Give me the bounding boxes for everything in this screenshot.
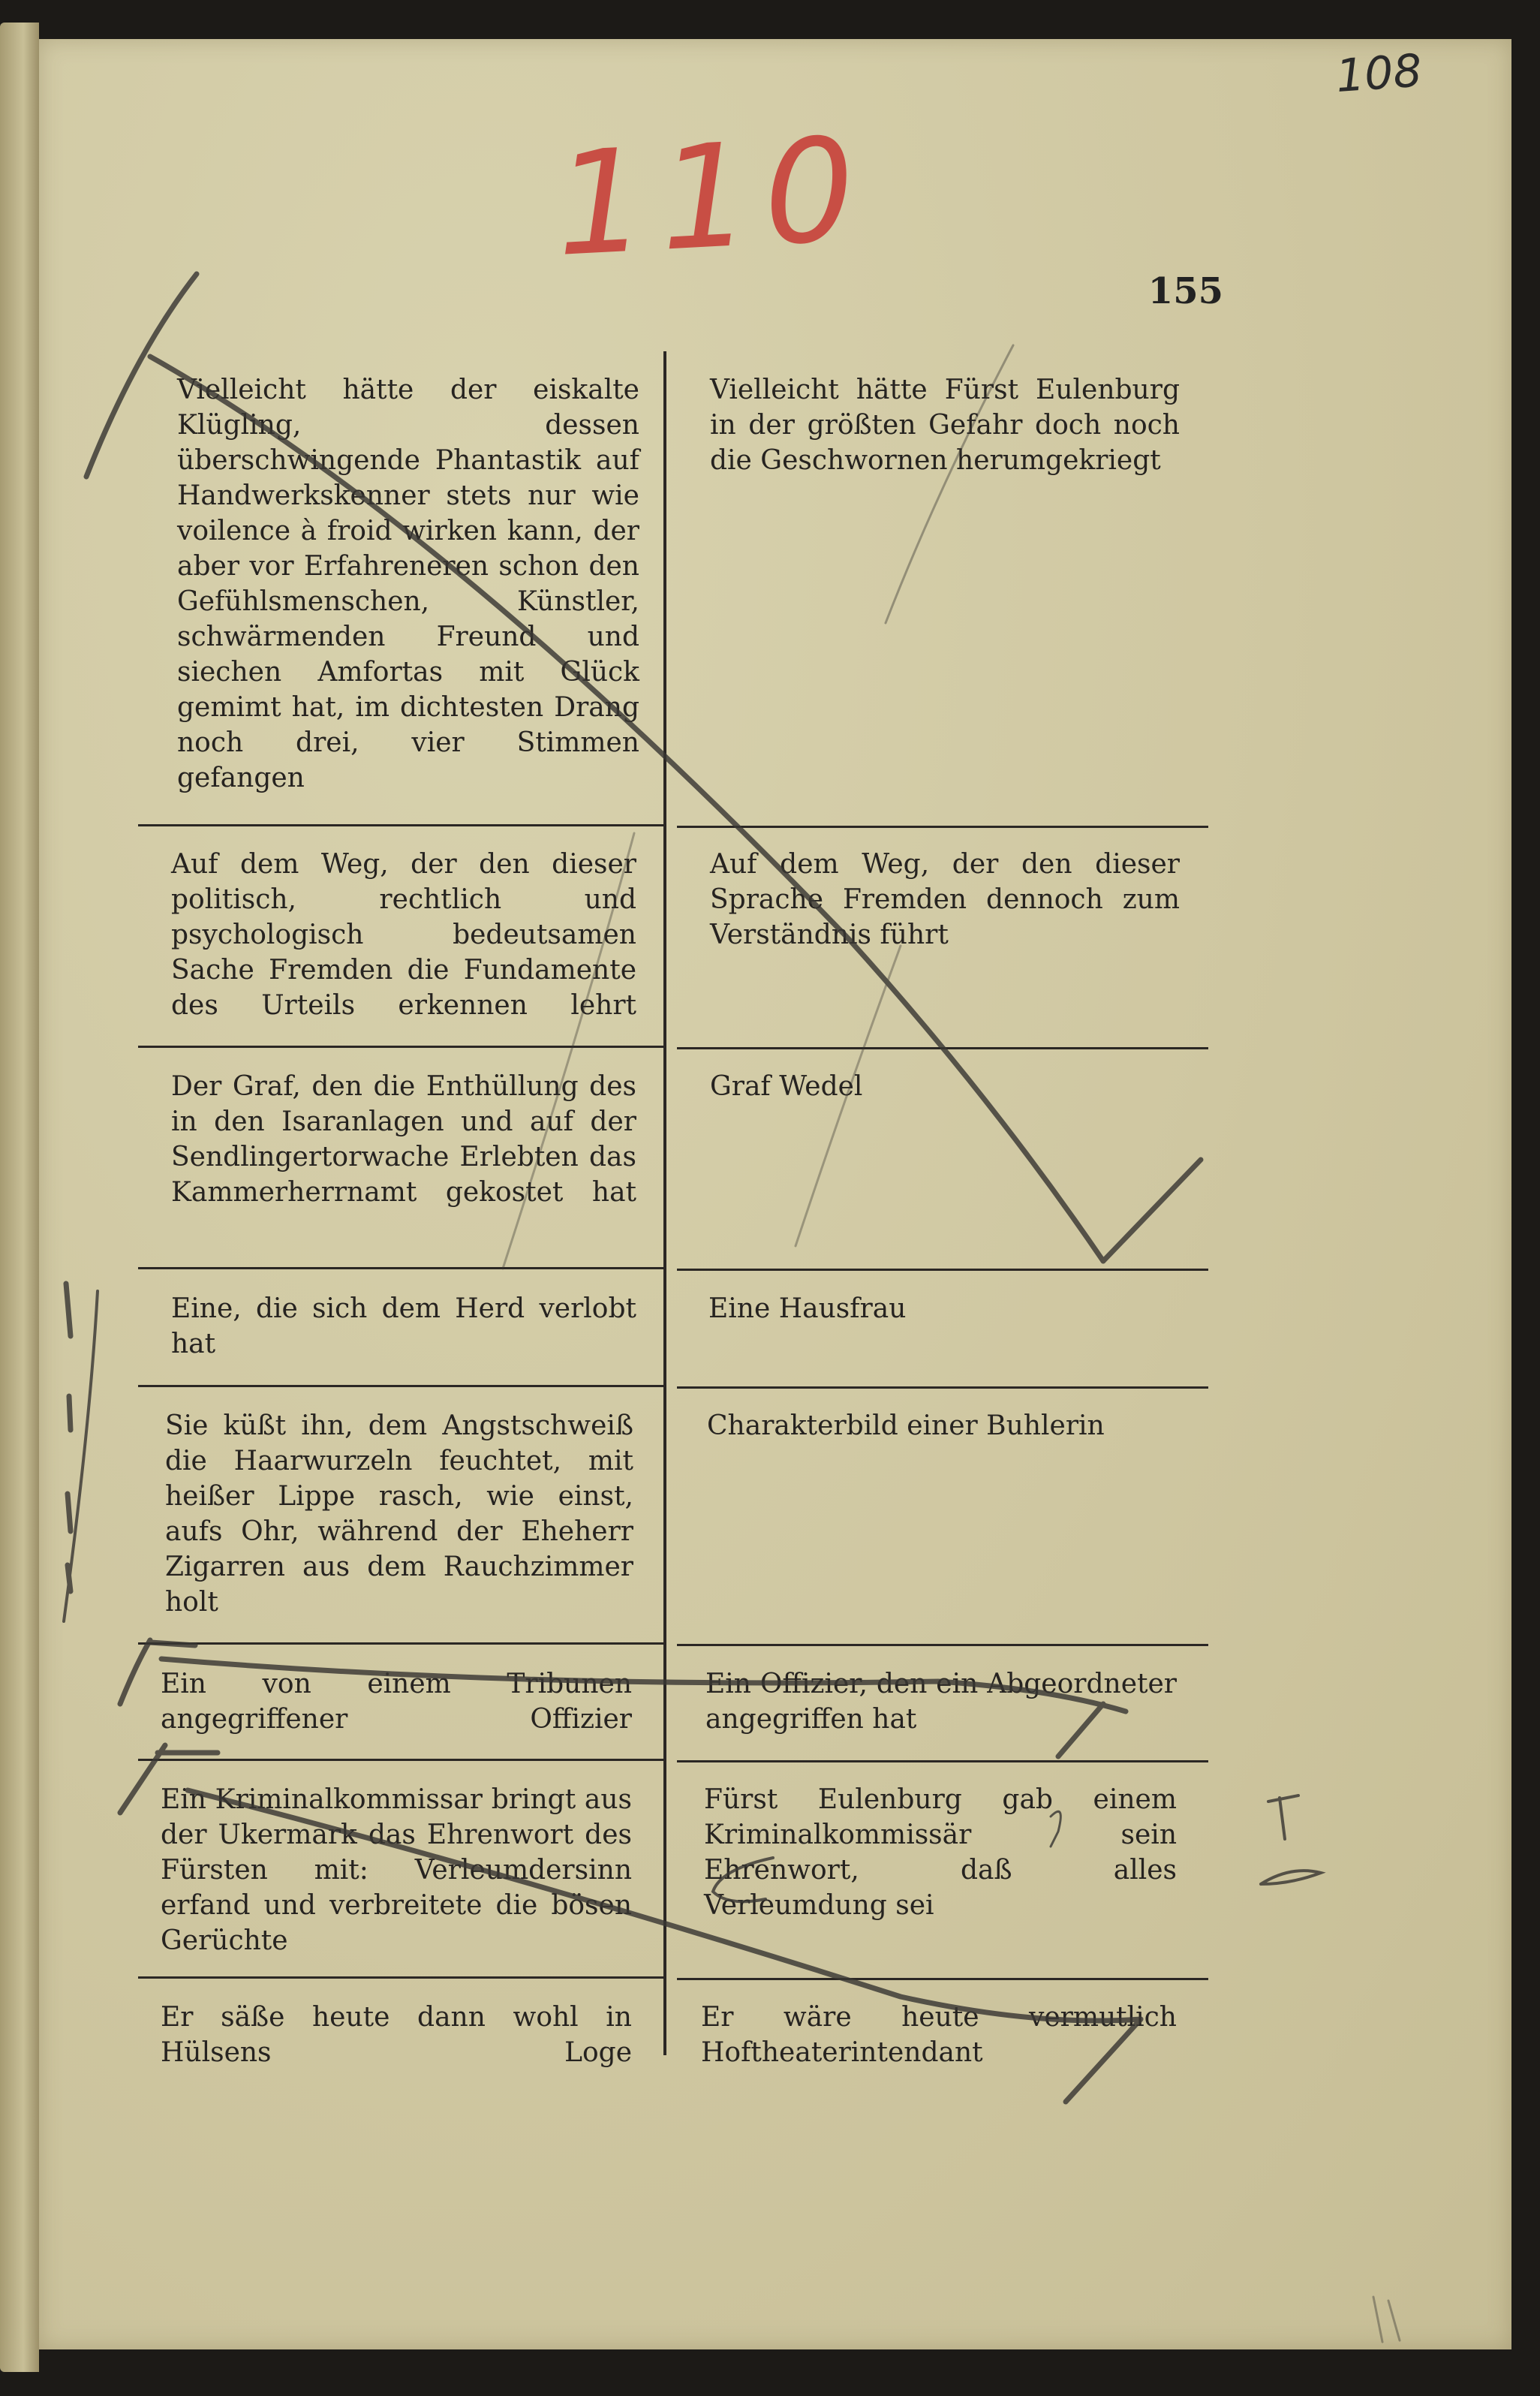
- page-number: 155: [1147, 270, 1223, 312]
- row-divider-right-5: [677, 1644, 1208, 1646]
- row-8-left-text: Er säße heute dann wohl in Hülsens Loge: [161, 2002, 632, 2068]
- row-3-left-text: Der Graf, den die Enthüllung des in den Isaranlagen und auf der Sendlingertorwache Erlebten das Kammerherrnamt gekostet hat: [171, 1071, 636, 1208]
- red-folio-number: 110: [551, 106, 873, 288]
- row-3-right-text: Graf Wedel: [710, 1071, 863, 1102]
- row-8-right-text: Er wäre heute vermutlich Hoftheaterintendant: [701, 2002, 1177, 2068]
- row-divider-right-2: [677, 1047, 1208, 1049]
- row-divider-left-7: [138, 1976, 665, 1979]
- row-7-left-text: Ein Kriminalkommissar bringt aus der Ukermark das Ehrenwort des Fürsten mit: Verleumdersinn erfand und verbreitete die bösen Gerüchte: [161, 1784, 632, 1956]
- row-4-right-text: Eine Hausfrau: [708, 1293, 907, 1324]
- row-6-right-text: Ein Offizier, den ein Abgeordneter angegriffen hat: [705, 1669, 1177, 1735]
- row-5-right-text: Charakterbild einer Buhlerin: [707, 1410, 1105, 1441]
- row-divider-left-1: [138, 824, 665, 826]
- row-divider-left-2: [138, 1046, 665, 1048]
- row-divider-right-3: [677, 1269, 1208, 1271]
- column-divider: [663, 351, 666, 2055]
- row-1-right-text: Vielleicht hätte Fürst Eulenburg in der größten Gefahr doch noch die Geschwornen herumgekriegt: [710, 375, 1180, 476]
- row-divider-left-3: [138, 1267, 665, 1269]
- row-divider-right-7: [677, 1978, 1208, 1980]
- row-6-left-text: Ein von einem Tribunen angegriffener Offizier: [161, 1669, 632, 1735]
- row-divider-right-1: [677, 826, 1208, 828]
- row-divider-right-6: [677, 1760, 1208, 1762]
- row-4-left-text: Eine, die sich dem Herd verlobt hat: [171, 1293, 636, 1359]
- row-divider-right-4: [677, 1386, 1208, 1389]
- row-divider-left-5: [138, 1642, 665, 1645]
- row-divider-left-4: [138, 1385, 665, 1387]
- row-2-right-text: Auf dem Weg, der den dieser Sprache Fremden dennoch zum Verständnis führt: [710, 849, 1180, 950]
- archive-number: 108: [1334, 44, 1424, 104]
- row-divider-left-6: [138, 1759, 665, 1761]
- row-5-left-text: Sie küßt ihn, dem Angstschweiß die Haarwurzeln feuchtet, mit heißer Lippe rasch, wie einst, aufs Ohr, während der Eheherr Zigarren aus dem Rauchzimmer holt: [165, 1410, 633, 1618]
- row-7-right-text: Fürst Eulenburg gab einem Kriminalkommissär sein Ehrenwort, daß alles Verleumdung sei: [704, 1784, 1177, 1921]
- row-1-left-text: Vielleicht hätte der eiskalte Klügling, dessen überschwingende Phantastik auf Handwerkskenner stets nur wie voilence à froid wirken kann, der aber vor Erfahreneren schon den Gefühlsmenschen, Künstler, schwärmenden Freund und siechen Amfortas mit Glück gemimt hat, im dichtesten Drang noch drei, vier Stimmen gefangen: [177, 375, 639, 793]
- row-2-left-text: Auf dem Weg, der den dieser politisch, rechtlich und psychologisch bedeutsamen Sache Fremden die Fundamente des Urteils erkennen lehrt: [171, 849, 636, 1021]
- book-spine-edge: [0, 23, 39, 2372]
